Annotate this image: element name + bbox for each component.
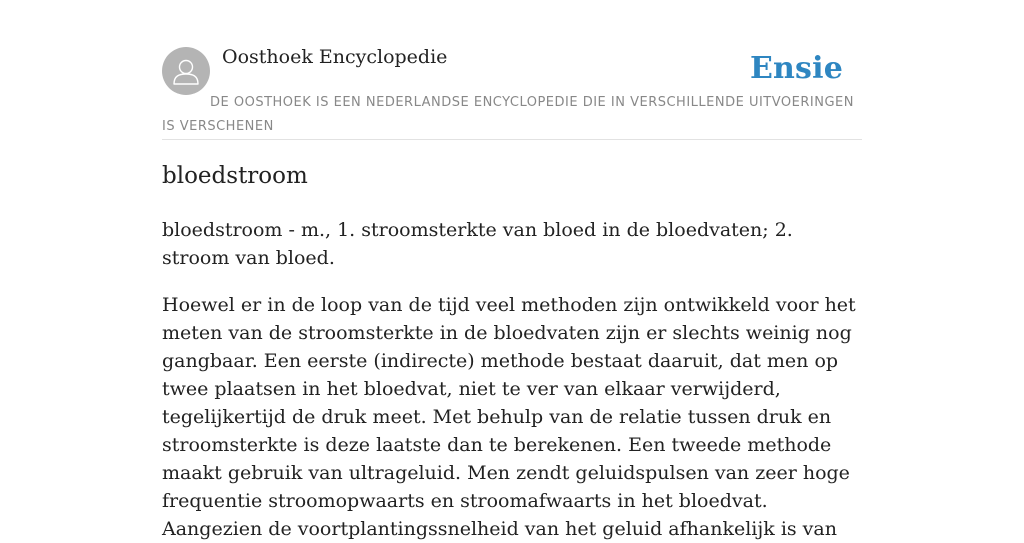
author-avatar[interactable] xyxy=(162,47,210,95)
user-avatar-icon xyxy=(162,47,210,95)
page-container xyxy=(162,0,862,540)
ensie-logo-link[interactable]: Ensie xyxy=(749,51,843,86)
article-definition: bloedstroom - m., 1. stroomsterkte van bloed in de bloedvaten; 2. stroom van bloed. xyxy=(162,219,793,269)
page-header xyxy=(162,0,862,140)
author-description: DE OOSTHOEK IS EEN NEDERLANDSE ENCYCLOPEDIE DIE IN VERSCHILLENDE UITVOERINGEN IS VERSCHENEN xyxy=(162,95,854,134)
author-name-link[interactable]: Oosthoek Encyclopedie xyxy=(222,46,448,68)
article-body: Hoewel er in de loop van de tijd veel methoden zijn ontwikkeld voor het meten van de stroomsterkte in de bloedvaten zijn er slechts weinig nog gangbaar. Een eerste (indirecte) methode bestaat daaruit, dat men op twee plaatsen in het bloedvat, niet te ver van elkaar verwijderd, tegelijkertijd de druk meet. Met behulp van de relatie tussen druk en stroomsterkte is deze laatste dan te berekenen. Een tweede methode maakt gebruik van ultrageluid. Men zendt geluidspulsen van zeer hoge frequentie stroomopwaarts en stroomafwaarts in het bloedvat. Aangezien de voortplantingssnelheid van het geluid afhankelijk is van xyxy=(162,294,856,540)
article-title: bloedstroom xyxy=(162,163,308,189)
